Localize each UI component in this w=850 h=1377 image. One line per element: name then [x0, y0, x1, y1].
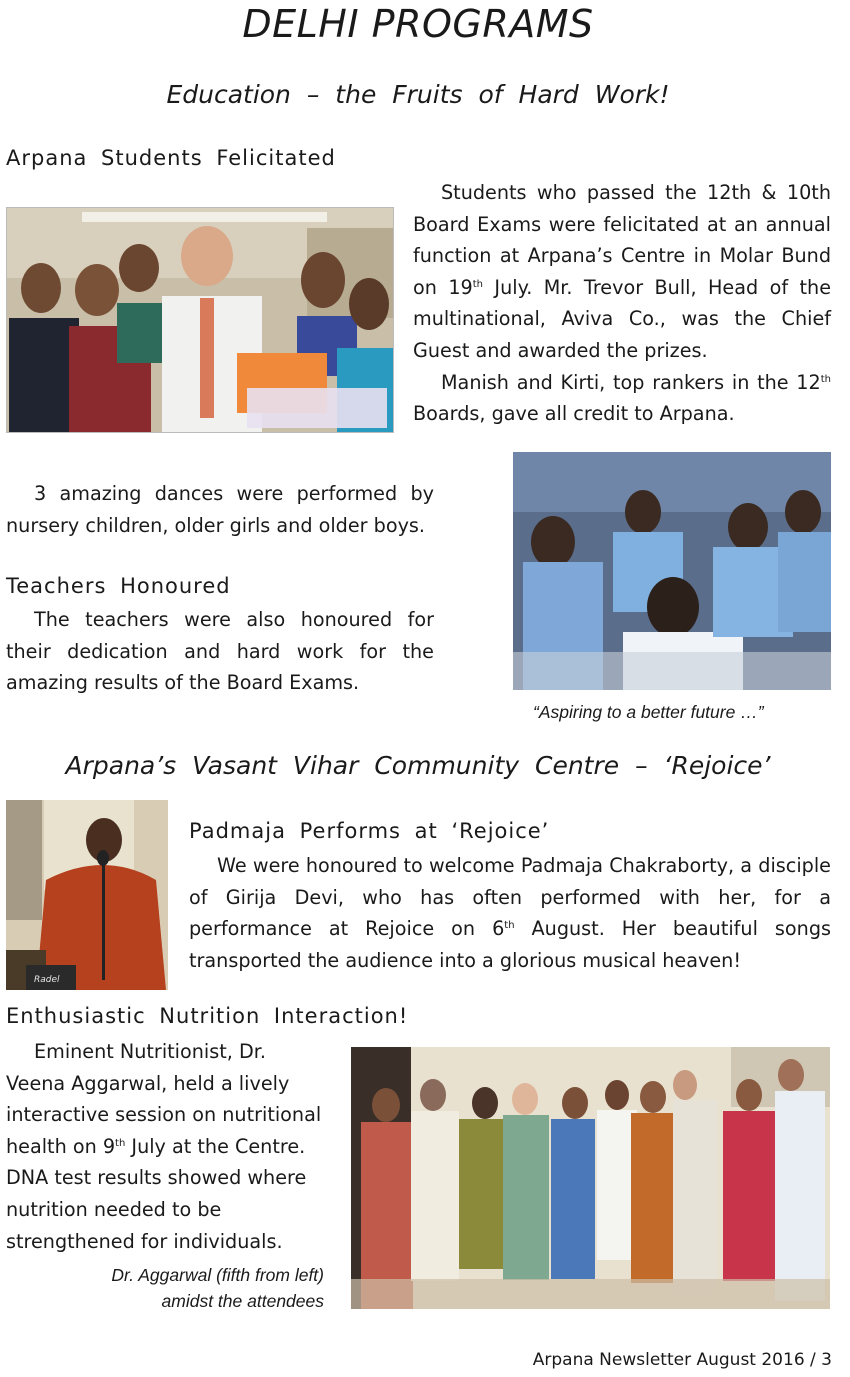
page-footer: Arpana Newsletter August 2016 / 3 — [532, 1350, 832, 1370]
nutrition-paragraph: Eminent Nutritionist, Dr. Veena Aggarwal, held a lively interactive session on nutritional health on 9th July at the Centre. DNA test results showed where nutrition needed to be strengthened for individuals. — [6, 1040, 322, 1253]
caption-aspiring: “Aspiring to a better future …” — [533, 702, 764, 722]
teachers-paragraph: The teachers were also honoured for their dedication and hard work for the amazing results of the Board Exams. — [6, 608, 434, 695]
heading-teachers-honoured: Teachers Honoured — [6, 574, 231, 598]
section-subtitle-education: Education – the Fruits of Hard Work! — [166, 80, 670, 109]
heading-students-felicitated: Arpana Students Felicitated — [6, 146, 336, 170]
felicitated-paragraph-1: Students who passed the 12th & 10th Board Exams were felicitated at an annual function at Arpana’s Centre in Molar Bund on 19th July. Mr. Trevor Bull, Head of the multinational, Aviva Co., was the Chief Guest and awarded the prizes. — [413, 181, 832, 362]
caption-nutrition: Dr. Aggarwal (fifth from left) amidst the attendees — [111, 1265, 324, 1311]
heading-padmaja-performs: Padmaja Performs at ‘Rejoice’ — [189, 819, 550, 843]
photo-singer-performing-icon — [6, 800, 168, 990]
page-title: DELHI PROGRAMS — [242, 2, 594, 46]
padmaja-paragraph: We were honoured to welcome Padmaja Chakraborty, a disciple of Girija Devi, who has often performed with her, for a performance at Rejoice on 6th August. Her beautiful songs transported the audience into a glorious musical heaven! — [189, 854, 831, 972]
heading-nutrition-interaction: Enthusiastic Nutrition Interaction! — [6, 1004, 409, 1028]
dances-paragraph: 3 amazing dances were performed by nursery children, older girls and older boys. — [6, 482, 434, 537]
photo-aspiring — [513, 452, 831, 690]
photo-students-felicitated — [6, 207, 394, 433]
photo-padmaja — [6, 800, 168, 990]
felicitated-body — [413, 177, 831, 430]
photo-girls-in-blue-uniforms-icon — [513, 452, 831, 690]
group-photo-students-chief-guest-icon — [7, 208, 393, 432]
group-photo-nutrition-attendees-icon — [351, 1047, 830, 1309]
section-subtitle-rejoice: Arpana’s Vasant Vihar Community Centre – ‘Rejoice’ — [65, 751, 771, 780]
photo-nutrition-group — [351, 1047, 830, 1309]
speaker-brand-label: Radel — [34, 975, 60, 985]
felicitated-paragraph-2: Manish and Kirti, top rankers in the 12th Boards, gave all credit to Arpana. — [413, 370, 831, 426]
